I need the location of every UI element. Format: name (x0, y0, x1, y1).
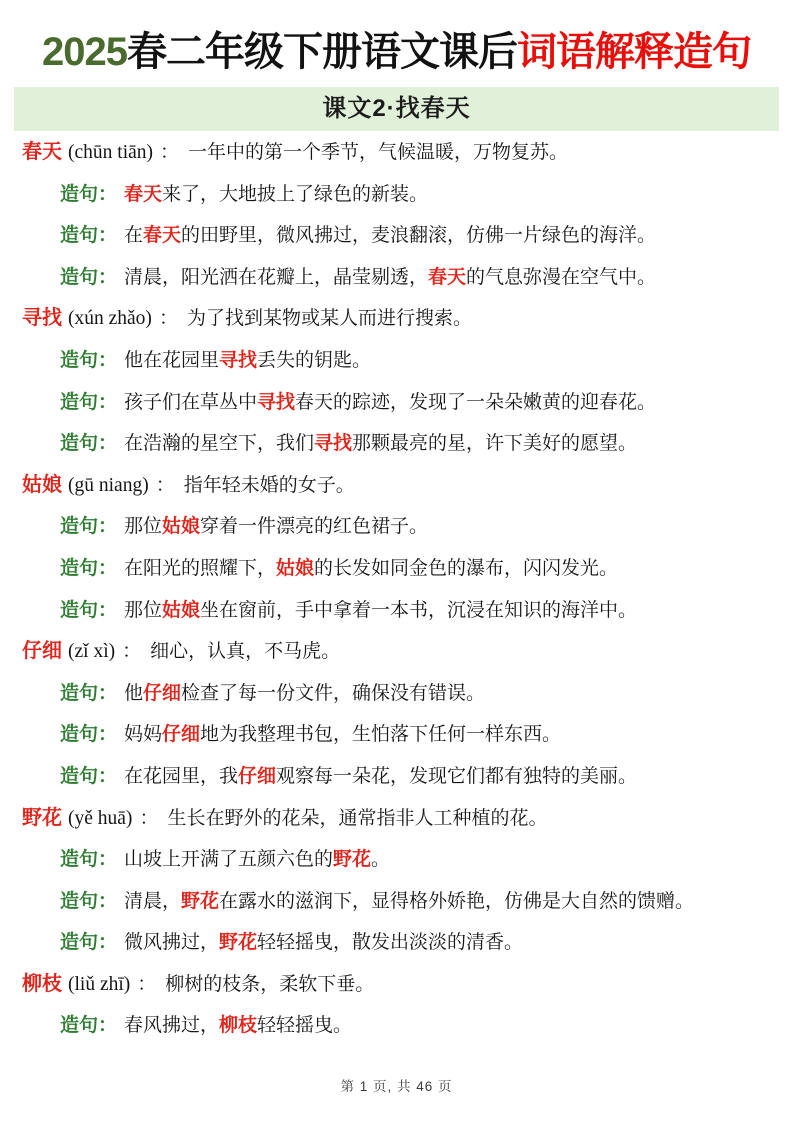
sentence-line (22, 382, 793, 424)
sentence-segment: 那颗最亮的星，许下美好的愿望。 (352, 433, 638, 455)
sentence-text (124, 766, 637, 787)
title-main: 春二年级下册语文课后 (126, 30, 517, 74)
sentence-label: 造句： (60, 183, 118, 205)
sentence-text (124, 516, 428, 537)
sentence-segment: 轻轻摇曳，散发出淡淡的清香。 (257, 932, 524, 954)
sentence-text (124, 683, 485, 704)
sentence-line (22, 1005, 793, 1047)
sentence-highlight-word: 野花 (181, 890, 220, 912)
sentence-text (124, 225, 656, 246)
sentence-highlight-word: 姑娘 (162, 599, 201, 621)
sentence-highlight-word: 野花 (219, 932, 258, 954)
sentence-segment: 微风拂过， (124, 932, 220, 954)
sentence-label: 造句： (60, 433, 118, 455)
headword-pinyin: (zǐ xì) (68, 641, 116, 663)
sentence-line (22, 673, 793, 715)
sentence-line (22, 881, 793, 923)
definition-line (22, 964, 793, 1006)
sentence-text (124, 433, 637, 454)
sentence-segment: 的长发如同金色的瀑布，闪闪发光。 (314, 557, 619, 579)
sentence-highlight-word: 仔细 (238, 765, 277, 787)
entries-list (0, 131, 793, 1047)
lesson-banner-text: 课文2·找春天 (322, 95, 471, 122)
sentence-label: 造句： (60, 266, 118, 288)
sentence-text (124, 891, 694, 912)
word-entry (22, 964, 793, 1047)
sentence-highlight-word: 野花 (333, 849, 372, 871)
headword: 仔细 (22, 640, 62, 663)
sentence-segment: 的气息弥漫在空气中。 (466, 266, 657, 288)
sentence-segment: 观察每一朵花，发现它们都有独特的美丽。 (276, 765, 638, 787)
sentence-line (22, 548, 793, 590)
definition-line (22, 298, 793, 340)
sentence-label: 造句： (60, 516, 118, 538)
sentence-segment: 在浩瀚的星空下，我们 (124, 433, 315, 455)
sentence-segment: 清晨，阳光洒在花瓣上，晶莹剔透， (124, 266, 429, 288)
sentence-segment: 检查了每一份文件，确保没有错误。 (181, 682, 486, 704)
headword: 野花 (22, 806, 62, 829)
definition-colon: ： (160, 142, 180, 163)
sentence-segment: 在露水的滋润下，显得格外娇艳，仿佛是大自然的馈赠。 (219, 890, 695, 912)
word-entry (22, 298, 793, 464)
sentence-label: 造句： (60, 765, 118, 787)
sentence-label: 造句： (60, 890, 118, 912)
sentence-highlight-word: 仔细 (143, 682, 182, 704)
sentence-segment: 那位 (124, 599, 163, 621)
definition-colon: ： (137, 973, 157, 995)
sentence-text (124, 724, 561, 745)
headword-pinyin: (yě huā) (68, 807, 133, 829)
sentence-highlight-word: 寻找 (314, 433, 353, 455)
sentence-segment: 地为我整理书包，生怕落下任何一样东西。 (200, 724, 562, 746)
sentence-segment: 妈妈 (124, 724, 163, 746)
sentence-label: 造句： (60, 1015, 118, 1037)
sentence-segment: 山坡上开满了五颜六色的 (124, 849, 334, 871)
definition-colon: ： (122, 641, 142, 663)
sentence-line (22, 174, 793, 216)
sentence-segment: 在花园里，我 (124, 765, 239, 787)
lesson-banner (14, 87, 779, 131)
sentence-segment: 他 (124, 682, 144, 704)
sentence-segment: 穿着一件漂亮的红色裙子。 (200, 516, 429, 538)
definition-colon: ： (158, 308, 178, 330)
page-number-text: 第 1 页, 共 46 页 (340, 1079, 453, 1094)
headword: 寻找 (22, 307, 62, 330)
definition-text: 生长在野外的花朵，通常指非人工种植的花。 (167, 807, 548, 829)
sentence-segment: 春风拂过， (124, 1015, 220, 1037)
word-entry (22, 132, 793, 298)
definition-line (22, 798, 793, 840)
sentence-segment: 。 (371, 849, 391, 871)
definition-line (22, 465, 793, 507)
sentence-line (22, 506, 793, 548)
page-title (0, 0, 793, 78)
definition-text: 一年中的第一个季节，气候温暖，万物复苏。 (188, 142, 569, 163)
sentence-label: 造句： (60, 349, 118, 371)
sentence-segment: 在阳光的照耀下， (124, 557, 277, 579)
sentence-line (22, 839, 793, 881)
sentence-text (124, 267, 656, 288)
sentence-text (124, 932, 523, 953)
title-year: 2025 (42, 30, 127, 74)
sentence-text (124, 849, 390, 870)
sentence-segment: 来了，大地披上了绿色的新装。 (162, 183, 429, 205)
headword: 姑娘 (22, 473, 62, 496)
sentence-segment: 在 (124, 225, 144, 247)
word-entry (22, 465, 793, 631)
sentence-label: 造句： (60, 724, 118, 746)
sentence-highlight-word: 春天 (428, 266, 467, 288)
definition-colon: ： (155, 474, 175, 496)
sentence-text (124, 600, 637, 621)
sentence-highlight-word: 姑娘 (276, 557, 315, 579)
title-topic: 词语解释造句 (516, 30, 751, 74)
word-entry (22, 631, 793, 797)
sentence-text (124, 350, 371, 371)
page-footer (0, 1075, 793, 1095)
sentence-highlight-word: 仔细 (162, 724, 201, 746)
definition-text: 细心，认真，不马虎。 (150, 641, 341, 663)
sentence-label: 造句： (60, 849, 118, 871)
sentence-segment: 春天的踪迹，发现了一朵朵嫩黄的迎春花。 (295, 391, 657, 413)
headword-pinyin: (chūn tiān) (68, 142, 154, 163)
definition-text: 柳树的枝条，柔软下垂。 (165, 973, 375, 995)
sentence-text (124, 558, 618, 579)
sentence-label: 造句： (60, 599, 118, 621)
sentence-segment: 他在花园里 (124, 349, 220, 371)
sentence-segment: 孩子们在草丛中 (124, 391, 258, 413)
word-entry (22, 798, 793, 964)
sentence-line (22, 714, 793, 756)
sentence-segment: 丢失的钥匙。 (257, 349, 372, 371)
sentence-highlight-word: 春天 (124, 183, 163, 205)
sentence-text (124, 1015, 352, 1036)
sentence-text (124, 184, 428, 205)
definition-line (22, 631, 793, 673)
sentence-segment: 清晨， (124, 890, 182, 912)
sentence-highlight-word: 寻找 (219, 349, 258, 371)
sentence-highlight-word: 姑娘 (162, 516, 201, 538)
sentence-segment: 坐在窗前，手中拿着一本书，沉浸在知识的海洋中。 (200, 599, 638, 621)
sentence-line (22, 423, 793, 465)
sentence-line (22, 340, 793, 382)
headword-pinyin: (liǔ zhī) (68, 973, 131, 995)
sentence-highlight-word: 寻找 (257, 391, 296, 413)
headword: 春天 (22, 141, 62, 163)
sentence-segment: 的田野里，微风拂过，麦浪翻滚，仿佛一片绿色的海洋。 (181, 225, 657, 247)
sentence-line (22, 922, 793, 964)
sentence-line (22, 756, 793, 798)
definition-text: 为了找到某物或某人而进行搜索。 (186, 308, 472, 330)
sentence-label: 造句： (60, 557, 118, 579)
definition-line (22, 132, 793, 174)
sentence-label: 造句： (60, 225, 118, 247)
sentence-line (22, 257, 793, 299)
headword-pinyin: (xún zhǎo) (68, 308, 152, 330)
definition-colon: ： (139, 807, 159, 829)
sentence-line (22, 215, 793, 257)
sentence-highlight-word: 春天 (143, 225, 182, 247)
headword-pinyin: (gū niang) (68, 474, 149, 496)
sentence-label: 造句： (60, 682, 118, 704)
sentence-text (124, 392, 656, 413)
sentence-segment: 那位 (124, 516, 163, 538)
sentence-highlight-word: 柳枝 (219, 1015, 258, 1037)
definition-text: 指年轻未婚的女子。 (183, 474, 355, 496)
sentence-label: 造句： (60, 932, 118, 954)
sentence-label: 造句： (60, 391, 118, 413)
sentence-line (22, 590, 793, 632)
sentence-segment: 轻轻摇曳。 (257, 1015, 353, 1037)
headword: 柳枝 (22, 972, 62, 995)
